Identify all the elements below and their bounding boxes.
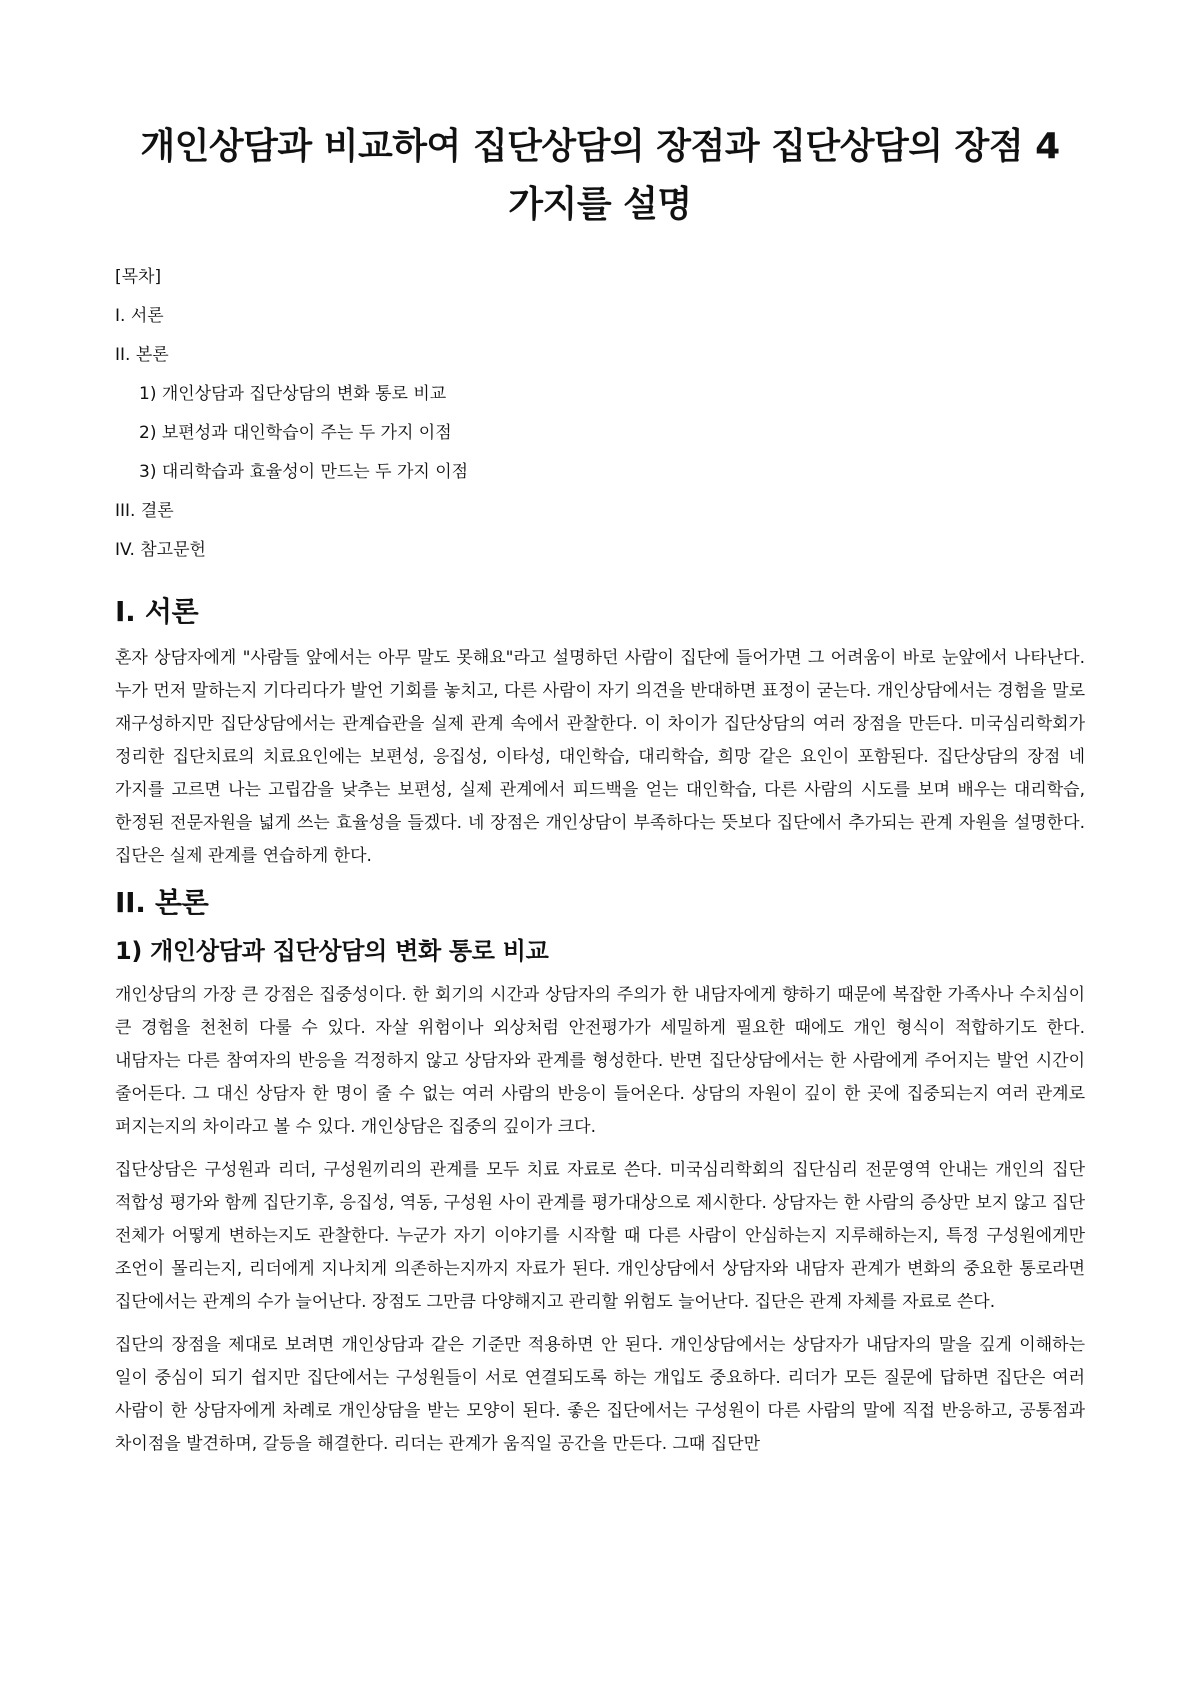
section-heading-intro: I. 서론 xyxy=(115,595,199,628)
toc-item: 1) 개인상담과 집단상담의 변화 통로 비교 xyxy=(139,384,447,404)
subsection-heading-1: 1) 개인상담과 집단상담의 변화 통로 비교 xyxy=(115,937,549,965)
toc-item: IV. 참고문헌 xyxy=(115,540,206,560)
toc-item: III. 결론 xyxy=(115,501,174,521)
toc-item: II. 본론 xyxy=(115,345,169,365)
toc-item: 2) 보편성과 대인학습이 주는 두 가지 이점 xyxy=(139,423,452,443)
body-paragraph: 집단의 장점을 제대로 보려면 개인상담과 같은 기준만 적용하면 안 된다. 개인상담에서는 상담자가 내담자의 말을 깊게 이해하는 일이 중심이 되기 쉽지만 집단에서는 구성원들이 서로 연결되도록 하는 개입도 중요하다. 리더가 모든 질문에 답하면 집단은 여러 사람이 한 상담자에게 차례로 개인상담을 받는 모양이 된다. 좋은 집단에서는 구성원이 다른 사람의 말에 직접 반응하고, 공통점과 차이점을 발견하며, 갈등을 해결한다. 리더는 관계가 움직일 공간을 만든다. 그때 집단만 xyxy=(115,1335,1085,1454)
toc-item: 3) 대리학습과 효율성이 만드는 두 가지 이점 xyxy=(139,462,469,482)
table-of-contents xyxy=(115,266,1085,562)
toc-item: I. 서론 xyxy=(115,306,164,326)
section-heading-body: II. 본론 xyxy=(115,886,209,919)
body-paragraph: 개인상담의 가장 큰 강점은 집중성이다. 한 회기의 시간과 상담자의 주의가 한 내담자에게 향하기 때문에 복잡한 가족사나 수치심이 큰 경험을 천천히 다룰 수 있다. 자살 위험이나 외상처럼 안전평가가 세밀하게 필요한 때에도 개인 형식이 적합하기도 한다. 내담자는 다른 참여자의 반응을 걱정하지 않고 상담자와 관계를 형성한다. 반면 집단상담에서는 한 사람에게 주어지는 발언 시간이 줄어든다. 그 대신 상담자 한 명이 줄 수 없는 여러 사람의 반응이 들어온다. 상담의 자원이 깊이 한 곳에 집중되는지 여러 관계로 퍼지는지의 차이라고 볼 수 있다. 개인상담은 집중의 깊이가 크다. xyxy=(115,985,1085,1137)
intro-paragraph: 혼자 상담자에게 "사람들 앞에서는 아무 말도 못해요"라고 설명하던 사람이 집단에 들어가면 그 어려움이 바로 눈앞에서 나타난다. 누가 먼저 말하는지 기다리다가 발언 기회를 놓치고, 다른 사람이 자기 의견을 반대하면 표정이 굳는다. 개인상담에서는 경험을 말로 재구성하지만 집단상담에서는 관계습관을 실제 관계 속에서 관찰한다. 이 차이가 집단상담의 여러 장점을 만든다. 미국심리학회가 정리한 집단치료의 치료요인에는 보편성, 응집성, 이타성, 대인학습, 대리학습, 희망 같은 요인이 포함된다. 집단상담의 장점 네 가지를 고르면 나는 고립감을 낮추는 보편성, 실제 관계에서 피드백을 얻는 대인학습, 다른 사람의 시도를 보며 배우는 대리학습, 한정된 전문자원을 넓게 쓰는 효율성을 들겠다. 네 장점은 개인상담이 부족하다는 뜻보다 집단에서 추가되는 관계 자원을 설명한다. 집단은 실제 관계를 연습하게 한다. xyxy=(115,648,1085,866)
body-paragraph: 집단상담은 구성원과 리더, 구성원끼리의 관계를 모두 치료 자료로 쓴다. 미국심리학회의 집단심리 전문영역 안내는 개인의 집단 적합성 평가와 함께 집단기후, 응집성, 역동, 구성원 사이 관계를 평가대상으로 제시한다. 상담자는 한 사람의 증상만 보지 않고 집단 전체가 어떻게 변하는지도 관찰한다. 누군가 자기 이야기를 시작할 때 다른 사람이 안심하는지 지루해하는지, 특정 구성원에게만 조언이 몰리는지, 리더에게 지나치게 의존하는지까지 자료가 된다. 개인상담에서 상담자와 내담자 관계가 변화의 중요한 통로라면 집단에서는 관계의 수가 늘어난다. 장점도 그만큼 다양해지고 관리할 위험도 늘어난다. 집단은 관계 자체를 자료로 쓴다. xyxy=(115,1160,1085,1312)
toc-heading: [목차] xyxy=(115,267,162,287)
document-title: 개인상담과 비교하여 집단상담의 장점과 집단상담의 장점 4가지를 설명 xyxy=(140,126,1060,225)
